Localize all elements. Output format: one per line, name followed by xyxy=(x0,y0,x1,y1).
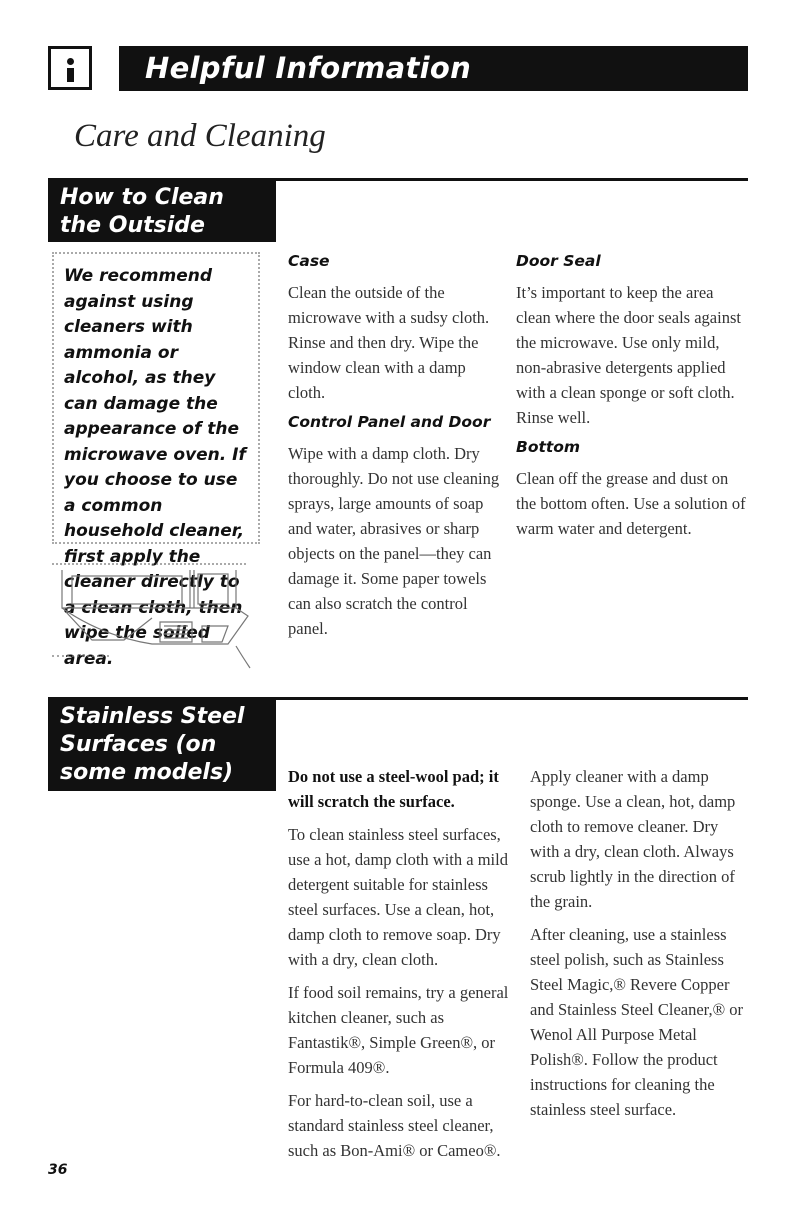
microwave-illustration xyxy=(52,556,260,678)
header-title: Helpful Information xyxy=(145,51,472,85)
header-bar xyxy=(119,46,748,91)
info-icon xyxy=(48,46,92,90)
column-stainless-left xyxy=(288,764,513,1171)
heading-bottom: Bottom xyxy=(516,438,581,456)
section-tab-outside: How to Clean the Outside xyxy=(48,178,276,242)
stainless-p3: For hard-to-clean soil, use a standard stainless steel cleaner, such as Bon-Ami® or Cameo®. xyxy=(288,1091,501,1160)
column-stainless-right xyxy=(530,764,748,1130)
text-control-panel: Wipe with a damp cloth. Dry thoroughly. Do not use cleaning sprays, large amounts of soap and water, abrasives or sharp objects on the panel—they can damage it. Some paper towels can also scratch the control panel. xyxy=(288,444,500,638)
section-rule-outside xyxy=(276,178,748,181)
column-door-bottom xyxy=(516,252,748,549)
page-subtitle: Care and Cleaning xyxy=(74,118,326,154)
text-bottom: Clean off the grease and dust on the bottom often. Use a solution of warm water and detergent. xyxy=(516,469,746,538)
heading-control-panel: Control Panel and Door xyxy=(288,413,491,431)
page-number: 36 xyxy=(48,1162,68,1178)
warning-text: Do not use a steel-wool pad; it will scratch the surface. xyxy=(288,767,499,811)
section-rule-stainless xyxy=(276,697,748,700)
callout-text: We recommend against using cleaners with ammonia or alcohol, as they can damage the appearance of the microwave oven. If you choose to use a common household cleaner, first apply the cleaner directly to a clean cloth, then wipe the soiled area. xyxy=(64,266,246,669)
text-case: Clean the outside of the microwave with a sudsy cloth. Rinse and then dry. Wipe the window clean with a damp cloth. xyxy=(288,283,490,402)
column-case-control xyxy=(288,252,503,649)
heading-case: Case xyxy=(288,252,330,270)
callout-note xyxy=(52,252,260,669)
heading-door-seal: Door Seal xyxy=(516,252,601,270)
stainless-p2: If food soil remains, try a general kitchen cleaner, such as Fantastik®, Simple Green®, or Formula 409®. xyxy=(288,983,509,1077)
stainless-p4: Apply cleaner with a damp sponge. Use a clean, hot, damp cloth to remove cleaner. Dry with a dry, clean cloth. Always scrub lightly in the direction of the grain. xyxy=(530,767,736,911)
text-door-seal: It’s important to keep the area clean where the door seals against the microwave. Use only mild, non-abrasive detergents applied with a clean sponge or soft cloth. Rinse well. xyxy=(516,283,741,427)
section-tab-stainless: Stainless Steel Surfaces (on some models) xyxy=(48,697,276,791)
stainless-p1: To clean stainless steel surfaces, use a hot, damp cloth with a mild detergent suitable for stainless steel surfaces. Use a clean, hot, damp cloth to remove soap. Dry with a dry, clean cloth. xyxy=(288,825,508,969)
stainless-p5: After cleaning, use a stainless steel polish, such as Stainless Steel Magic,® Revere Copper and Stainless Steel Cleaner,® or Wenol All Purpose Metal Polish®. Follow the product instructions for cleaning the stainless steel surface. xyxy=(530,925,744,1119)
